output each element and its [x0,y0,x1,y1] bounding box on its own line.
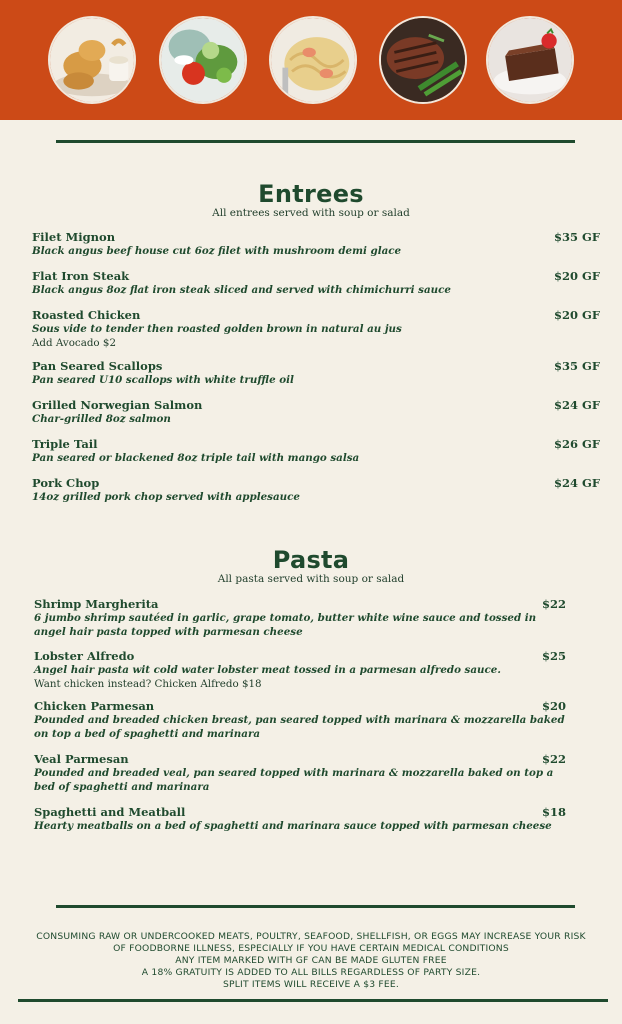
item-price: $35 GF [554,230,600,244]
menu-item [32,476,600,505]
menu-item [32,269,600,298]
top-divider [56,140,575,143]
item-price: $26 GF [554,437,600,451]
item-price: $25 [541,649,566,663]
item-description: Pan seared U10 scallops with white truffle oil [32,374,294,386]
menu-item [32,230,600,259]
item-name: Flat Iron Steak [32,269,130,283]
chocolate-cake-icon [486,16,574,104]
steak-icon [379,16,467,104]
menu-item [32,437,600,466]
item-description: Pan seared or blackened 8oz triple tail with mango salsa [32,452,360,464]
item-name: Roasted Chicken [32,308,141,322]
item-price: $20 [541,699,566,713]
salad-icon [159,16,247,104]
item-price: $24 GF [554,398,600,412]
item-price: $20 GF [554,269,600,283]
item-price: $35 GF [554,359,600,373]
entrees-subtitle: All entrees served with soup or salad [212,207,410,219]
disclaimer-line: OF FOODBORNE ILLNESS, ESPECIALLY IF YOU HAVE CERTAIN MEDICAL CONDITIONS [113,943,509,954]
menu-item [34,805,566,834]
entrees-title: Entrees [258,180,364,208]
disclaimer-line: ANY ITEM MARKED WITH GF CAN BE MADE GLUTEN FREE [175,955,447,966]
fried-shrimp-icon [48,16,136,104]
pasta-subtitle: All pasta served with soup or salad [217,573,405,585]
item-name: Pork Chop [32,476,100,490]
disclaimer-line: SPLIT ITEMS WILL RECEIVE A $3 FEE. [222,979,400,990]
item-description: Pounded and breaded chicken breast, pan seared topped with marinara & mozzarella baked on top a bed of spaghetti and marinara [34,714,565,740]
menu-item [34,649,566,691]
pasta-icon [269,16,357,104]
item-price: $18 [541,805,566,819]
item-name: Lobster Alfredo [34,649,135,663]
item-description: Sous vide to tender then roasted golden brown in natural au jus [32,323,402,335]
menu-item [34,699,566,741]
item-description: 14oz grilled pork chop served with applesauce [32,491,300,503]
item-description: Black angus 8oz flat iron steak sliced and served with chimichurri sauce [32,284,451,296]
item-price: $20 GF [554,308,600,322]
disclaimer-line: A 18% GRATUITY IS ADDED TO ALL BILLS REGARDLESS OF PARTY SIZE. [141,967,481,978]
item-name: Pan Seared Scallops [32,359,163,373]
item-description: 6 jumbo shrimp sautéed in garlic, grape tomato, butter white wine sauce and tossed in angel hair pasta topped with parmesan cheese [34,612,537,638]
item-description: Angel hair pasta wit cold water lobster meat tossed in a parmesan alfredo sauce. [34,664,501,676]
menu-item [34,752,566,794]
item-price: $22 [541,597,566,611]
item-name: Shrimp Margherita [34,597,159,611]
footer-divider [18,999,608,1002]
menu-item [32,359,600,388]
item-description: Char-grilled 8oz salmon [32,413,171,425]
bottom-divider [56,905,575,908]
item-price: $24 GF [554,476,600,490]
item-addon: Add Avocado $2 [32,336,116,349]
disclaimer-line: CONSUMING RAW OR UNDERCOOKED MEATS, POULTRY, SEAFOOD, SHELLFISH, OR EGGS MAY INCREASE YOUR RISK [36,931,586,942]
item-name: Triple Tail [32,437,98,451]
pasta-title: Pasta [272,546,350,574]
menu-item [32,398,600,427]
item-addon: Want chicken instead? Chicken Alfredo $18 [34,677,262,690]
item-description: Black angus beef house cut 6oz filet with mushroom demi glace [32,245,402,257]
item-name: Chicken Parmesan [34,699,155,713]
menu-item [32,308,600,350]
item-price: $22 [541,752,566,766]
item-name: Spaghetti and Meatball [34,805,186,819]
item-description: Pounded and breaded veal, pan seared topped with marinara & mozzarella baked on top a bed of spaghetti and marinara [34,767,554,793]
item-description: Hearty meatballs on a bed of spaghetti and marinara sauce topped with parmesan cheese [34,820,552,832]
menu-item [34,597,566,639]
item-name: Grilled Norwegian Salmon [32,398,203,412]
item-name: Veal Parmesan [34,752,129,766]
disclaimer [0,931,622,991]
item-name: Filet Mignon [32,230,116,244]
